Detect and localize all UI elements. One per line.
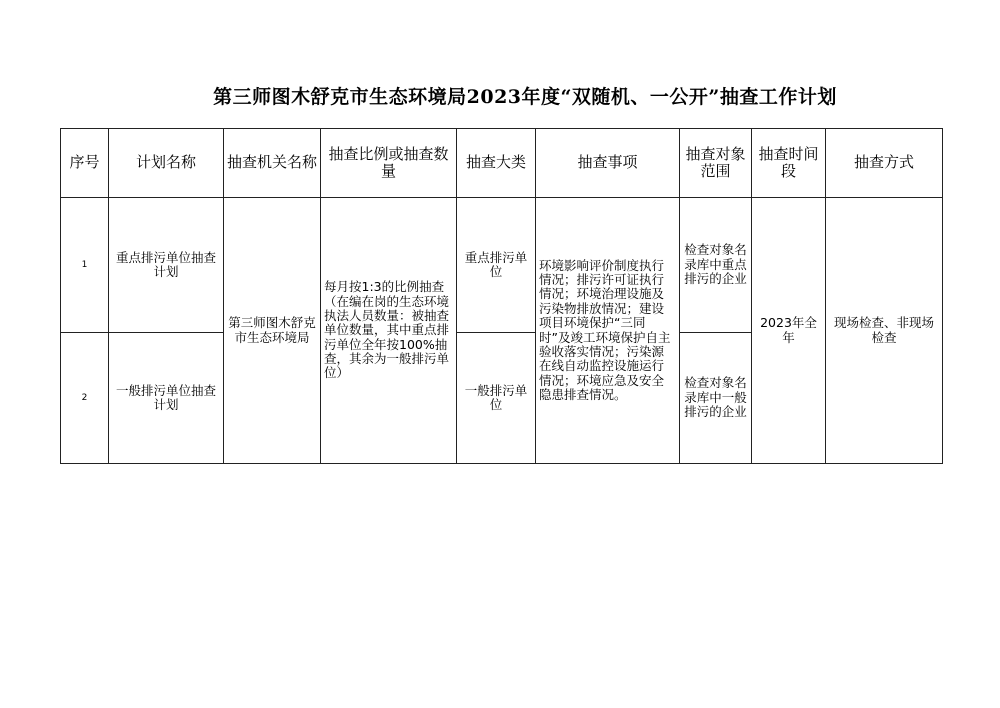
header-plan-name: 计划名称 [109,129,224,198]
header-method: 抽查方式 [826,129,943,198]
method-cell: 现场检查、非现场检查 [826,198,943,464]
ratio-cell: 每月按1:3的比例抽查（在编在岗的生态环境执法人员数量：被抽查单位数量，其中重点排污单位全年按100%抽查，其余为一般排污单位） [321,198,457,464]
row-scope: 检查对象名录库中重点排污的企业 [680,198,752,333]
agency-cell: 第三师图木舒克市生态环境局 [224,198,321,464]
items-cell: 环境影响评价制度执行情况；排污许可证执行情况；环境治理设施及污染物排放情况；建设项目环境保护“三同时”及竣工环境保护自主验收落实情况；污染源在线自动监控设施运行情况；环境应急及安全隐患排查情况。 [536,198,680,464]
row-scope: 检查对象名录库中一般排污的企业 [680,333,752,464]
row-seq: 2 [61,333,109,464]
row-plan-name: 重点排污单位抽查计划 [109,198,224,333]
row-plan-name: 一般排污单位抽查计划 [109,333,224,464]
row-category: 一般排污单位 [457,333,536,464]
row-category: 重点排污单位 [457,198,536,333]
period-cell: 2023年全年 [752,198,826,464]
plan-table [60,128,943,464]
header-agency: 抽查机关名称 [224,129,321,198]
row-seq: 1 [61,198,109,333]
header-period: 抽查时间段 [752,129,826,198]
header-items: 抽查事项 [536,129,680,198]
page-title: 第三师图木舒克市生态环境局2023年度“双随机、一公开”抽查工作计划 [213,86,837,108]
header-seq: 序号 [61,129,109,198]
table-row [61,198,943,333]
header-row [61,129,943,198]
header-scope: 抽查对象范围 [680,129,752,198]
header-ratio: 抽查比例或抽查数量 [321,129,457,198]
header-category: 抽查大类 [457,129,536,198]
